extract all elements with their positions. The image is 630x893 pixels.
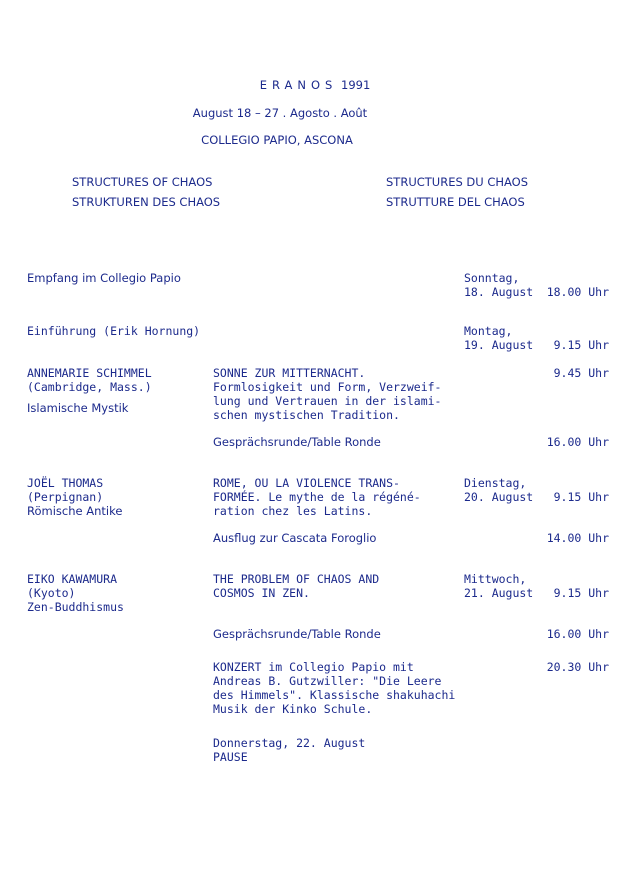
theme-french: STRUCTURES DU CHAOS xyxy=(386,175,529,189)
day-mittwoch: Mittwoch, xyxy=(464,572,527,586)
event-einfuehrung: Einführung (Erik Hornung) xyxy=(27,324,201,338)
theme-german: STRUKTUREN DES CHAOS xyxy=(72,195,221,209)
time-round-table-1: 16.00 Uhr xyxy=(546,435,609,449)
event-ausflug: Ausflug zur Cascata Foroglio xyxy=(213,531,377,545)
event-konzert: KONZERT im Collegio Papio mit Andreas B. Gutzwiller: "Die Leere des Himmels". Klassische shakuhachi Musik der Kinko Schule. xyxy=(213,660,456,716)
speaker-schimmel: ANNEMARIE SCHIMMEL xyxy=(27,366,152,380)
place-kyoto: (Kyoto) xyxy=(27,586,76,600)
day-sonntag: Sonntag, xyxy=(464,271,520,285)
date-18-august: 18. August xyxy=(464,285,534,299)
field-zen-buddhismus: Zen-Buddhismus xyxy=(27,600,124,614)
page-title xyxy=(0,78,630,92)
speaker-thomas: JOËL THOMAS xyxy=(27,476,104,490)
time-thomas: 9.15 Uhr xyxy=(553,490,609,504)
event-empfang: Empfang im Collegio Papio xyxy=(27,271,181,285)
day-dienstag: Dienstag, xyxy=(464,476,527,490)
date-19-august: 19. August xyxy=(464,338,534,352)
time-kawamura: 9.15 Uhr xyxy=(553,586,609,600)
lecture-title-schimmel: SONNE ZUR MITTERNACHT. Formlosigkeit und Form, Verzweif- lung und Vertrauen in der islami- schen mystischen Tradition. xyxy=(213,366,442,422)
year: 1991 xyxy=(341,78,371,92)
time-empfang: 18.00 Uhr xyxy=(546,285,609,299)
time-ausflug: 14.00 Uhr xyxy=(546,531,609,545)
date-20-august: 20. August xyxy=(464,490,534,504)
speaker-kawamura: EIKO KAWAMURA xyxy=(27,572,118,586)
pause-label: PAUSE xyxy=(213,750,248,764)
field-roemische-antike: Römische Antike xyxy=(27,504,123,518)
day-montag: Montag, xyxy=(464,324,513,338)
lecture-title-thomas: ROME, OU LA VIOLENCE TRANS- FORMÉE. Le mythe de la régéné- ration chez les Latins. xyxy=(213,476,421,518)
event-round-table-2: Gesprächsrunde/Table Ronde xyxy=(213,627,381,641)
time-einfuehrung: 9.15 Uhr xyxy=(553,338,609,352)
place-perpignan: (Perpignan) xyxy=(27,490,104,504)
time-schimmel: 9.45 Uhr xyxy=(553,366,609,380)
time-round-table-2: 16.00 Uhr xyxy=(546,627,609,641)
time-konzert: 20.30 Uhr xyxy=(546,660,609,674)
date-donnerstag: Donnerstag, 22. August xyxy=(213,736,366,750)
venue: COLLEGIO PAPIO, ASCONA xyxy=(201,133,353,147)
event-round-table-1: Gesprächsrunde/Table Ronde xyxy=(213,435,381,449)
theme-english: STRUCTURES OF CHAOS xyxy=(72,175,213,189)
date-21-august: 21. August xyxy=(464,586,534,600)
date-range: August 18 – 27 . Agosto . Août xyxy=(192,106,368,120)
eranos-word: ERANOS xyxy=(259,78,338,92)
place-cambridge: (Cambridge, Mass.) xyxy=(27,380,152,394)
field-islamische-mystik: Islamische Mystik xyxy=(27,401,129,415)
lecture-title-kawamura: THE PROBLEM OF CHAOS AND COSMOS IN ZEN. xyxy=(213,572,380,600)
theme-italian: STRUTTURE DEL CHAOS xyxy=(386,195,525,209)
